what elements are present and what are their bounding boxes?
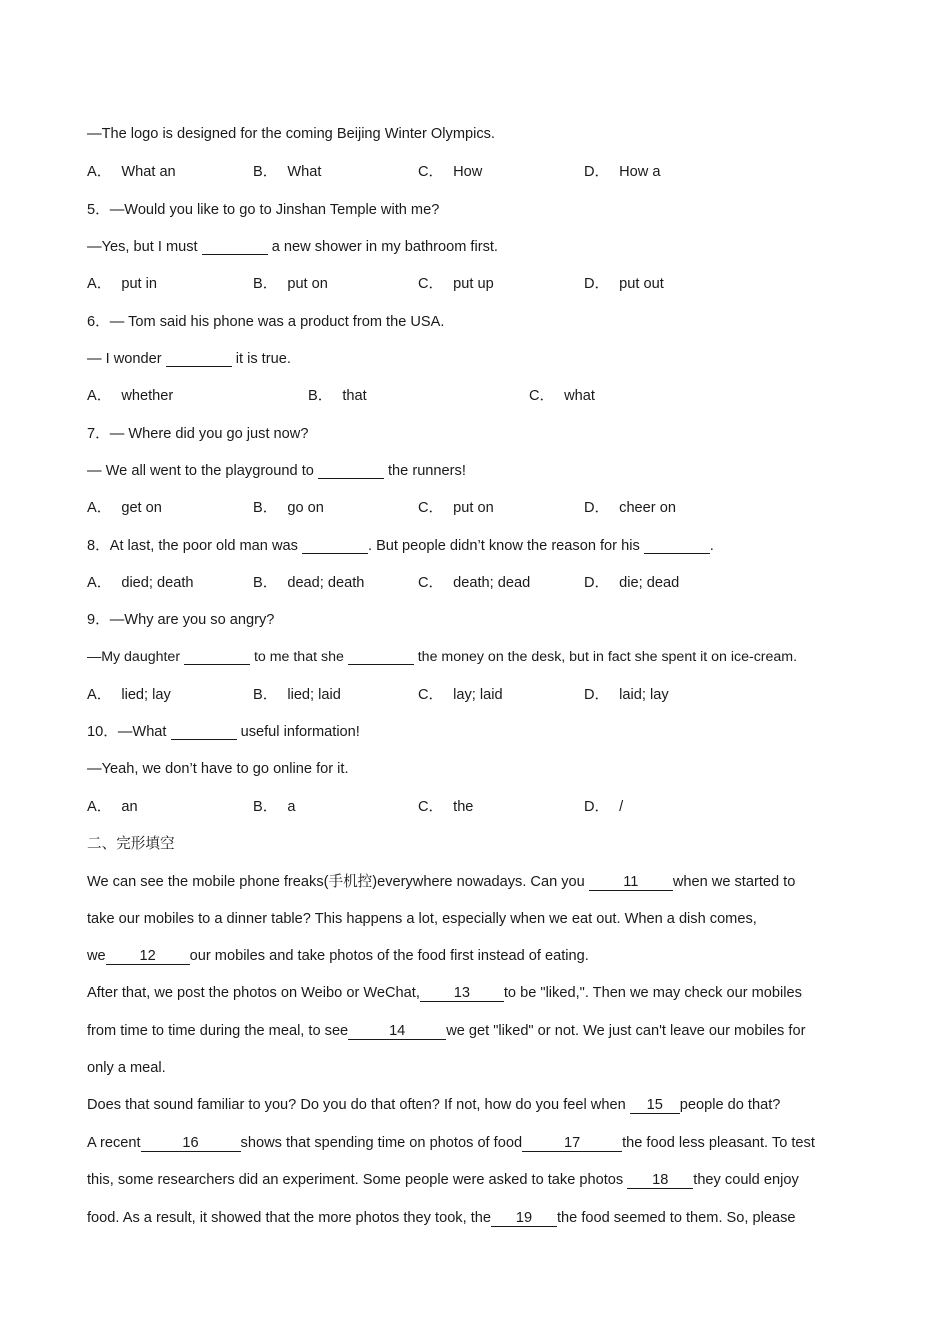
q4-option-d[interactable]: D． How a (584, 164, 661, 180)
q7-option-a[interactable]: A． get on (87, 500, 162, 516)
q9-option-b[interactable]: B． lied; laid (253, 687, 341, 703)
q10-answer-blank[interactable] (171, 722, 237, 742)
q6-option-b[interactable]: B． that (308, 388, 367, 404)
q8-prompt: 8．At last, the poor old man was . But people didn’t know the reason for his . (87, 538, 714, 554)
q10-option-a[interactable]: A． an (87, 799, 138, 815)
passage-line-7: Does that sound familiar to you? Do you do that often? If not, how do you feel when 15 people do that? (87, 1097, 781, 1113)
q6-option-a[interactable]: A． whether (87, 388, 174, 404)
q8-answer-blank-1[interactable] (302, 536, 368, 556)
cloze-blank-11[interactable]: 11 (589, 872, 673, 892)
q7-reply: — We all went to the playground to the runners! (87, 463, 466, 479)
passage-line-6: only a meal. (87, 1060, 166, 1076)
q10-option-b[interactable]: B． a (253, 799, 296, 815)
cloze-blank-16[interactable]: 16 (141, 1133, 241, 1153)
q5-prompt: 5．—Would you like to go to Jinshan Temple with me? (87, 202, 440, 218)
q8-option-c[interactable]: C． death; dead (418, 575, 531, 591)
q5-option-b[interactable]: B． put on (253, 276, 328, 292)
q9-option-d[interactable]: D． laid; lay (584, 687, 669, 703)
q6-option-c[interactable]: C． what (529, 388, 595, 404)
passage-line-2: take our mobiles to a dinner table? This happens a lot, especially when we eat out. When a dish comes, (87, 911, 757, 927)
q6-answer-blank[interactable] (166, 349, 232, 369)
passage-line-3: we 12 our mobiles and take photos of the food first instead of eating. (87, 948, 589, 964)
passage-line-1: We can see the mobile phone freaks(手机控)everywhere nowadays. Can you 11 when we started to (87, 874, 796, 890)
q9-reply: —My daughter to me that she the money on the desk, but in fact she spent it on ice-cream. (87, 649, 798, 665)
q8-answer-blank-2[interactable] (644, 536, 710, 556)
passage-line-10: food. As a result, it showed that the more photos they took, the 19 the food seemed to them. So, please (87, 1210, 796, 1226)
passage-line-4: After that, we post the photos on Weibo or WeChat, 13 to be "liked,". Then we may check our mobiles (87, 985, 802, 1001)
q10-option-c[interactable]: C． the (418, 799, 474, 815)
cloze-blank-19[interactable]: 19 (491, 1208, 557, 1228)
passage-line-5: from time to time during the meal, to see 14 we get "liked" or not. We just can't leave our mobiles for (87, 1023, 806, 1039)
q8-option-a[interactable]: A． died; death (87, 575, 194, 591)
cloze-blank-17[interactable]: 17 (522, 1133, 622, 1153)
q5-option-a[interactable]: A． put in (87, 276, 158, 292)
q7-prompt: 7．— Where did you go just now? (87, 426, 309, 442)
q10-option-d[interactable]: D． / (584, 799, 624, 815)
passage-line-9: this, some researchers did an experiment. Some people were asked to take photos 18 they could enjoy (87, 1172, 799, 1188)
q7-option-d[interactable]: D． cheer on (584, 500, 676, 516)
q9-prompt: 9．—Why are you so angry? (87, 612, 275, 628)
q10-reply: —Yeah, we don’t have to go online for it. (87, 761, 349, 777)
q8-option-d[interactable]: D． die; dead (584, 575, 680, 591)
q5-option-c[interactable]: C． put up (418, 276, 494, 292)
q4-option-c[interactable]: C． How (418, 164, 483, 180)
q9-answer-blank-1[interactable] (184, 647, 250, 667)
q8-option-b[interactable]: B． dead; death (253, 575, 365, 591)
q9-answer-blank-2[interactable] (348, 647, 414, 667)
q5-option-d[interactable]: D． put out (584, 276, 664, 292)
q4-answer-line (87, 124, 877, 144)
q6-reply: — I wonder it is true. (87, 351, 291, 367)
q5-reply: —Yes, but I must a new shower in my bathroom first. (87, 239, 498, 255)
q9-option-a[interactable]: A． lied; lay (87, 687, 171, 703)
q10-prompt: 10．—What useful information! (87, 724, 360, 740)
q4-option-b[interactable]: B． What (253, 164, 322, 180)
q4-option-a[interactable]: A． What an (87, 164, 176, 180)
section-heading-cloze: 二、完形填空 (87, 835, 175, 852)
cloze-blank-12[interactable]: 12 (106, 946, 190, 966)
q4-answer-text: —The logo is designed for the coming Beijing Winter Olympics. (87, 126, 495, 142)
q6-prompt: 6．— Tom said his phone was a product from the USA. (87, 314, 445, 330)
cloze-blank-14[interactable]: 14 (348, 1021, 446, 1041)
q7-option-b[interactable]: B． go on (253, 500, 324, 516)
passage-line-8: A recent 16 shows that spending time on photos of food 17 the food less pleasant. To test (87, 1135, 815, 1151)
cloze-blank-15[interactable]: 15 (630, 1095, 680, 1115)
q7-answer-blank[interactable] (318, 461, 384, 481)
q5-answer-blank[interactable] (202, 237, 268, 257)
q7-option-c[interactable]: C． put on (418, 500, 494, 516)
cloze-blank-18[interactable]: 18 (627, 1170, 693, 1190)
cloze-blank-13[interactable]: 13 (420, 983, 504, 1003)
q9-option-c[interactable]: C． lay; laid (418, 687, 503, 703)
